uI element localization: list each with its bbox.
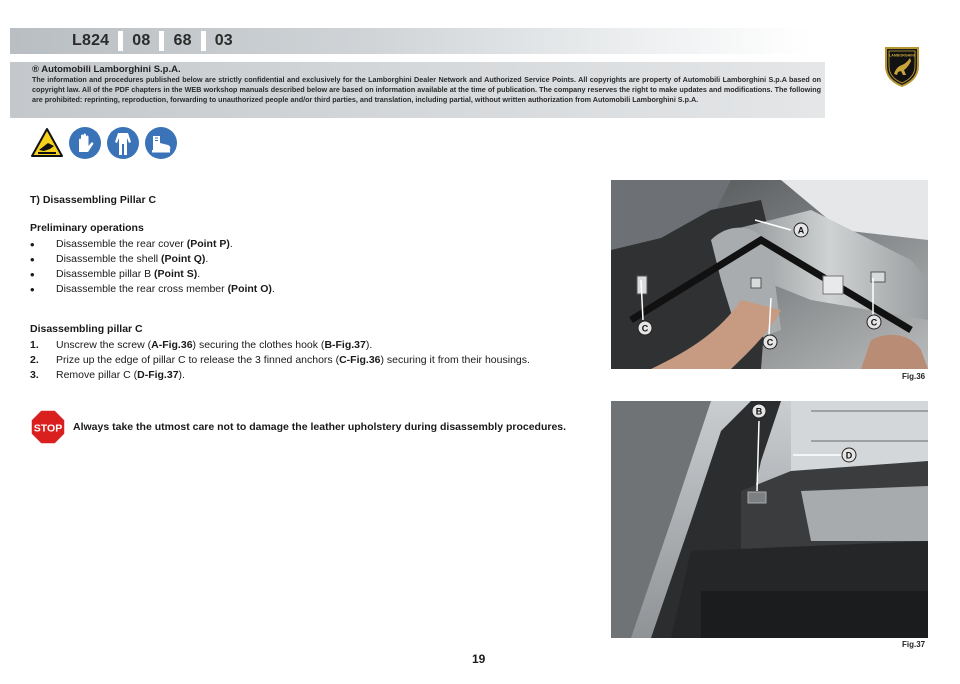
safety-shoes-icon: [144, 126, 178, 160]
code-segment: 08: [132, 32, 151, 49]
code-segment: L824: [72, 32, 110, 49]
svg-text:A: A: [797, 225, 805, 236]
step-item: [30, 338, 600, 353]
preliminary-title: Preliminary operations: [30, 222, 144, 234]
code-segment: 03: [214, 32, 233, 49]
step-text: Prize up the edge of pillar C to release the 3 finned anchors (C-Fig.36) securing it from their housings.: [56, 354, 530, 366]
figure-36-photo: [611, 180, 928, 369]
list-item: [30, 267, 600, 282]
svg-text:C: C: [641, 323, 649, 334]
list-item: [30, 237, 600, 252]
copyright-title: ® Automobili Lamborghini S.p.A.: [32, 64, 181, 75]
disassembling-title: Disassembling pillar C: [30, 323, 143, 335]
stop-sign-icon: [30, 409, 66, 445]
stop-warning: [30, 409, 566, 445]
code-separator: [118, 31, 123, 51]
step-item: [30, 353, 600, 368]
callout-label: [867, 315, 881, 329]
code-separator: [201, 31, 206, 51]
stop-sign-text: STOP: [33, 422, 63, 435]
callout-label: [752, 404, 766, 418]
list-item-text: Disassemble the shell (Point Q).: [56, 253, 209, 265]
step-item: [30, 368, 600, 383]
figure-37-photo: [611, 401, 928, 638]
svg-text:D: D: [845, 450, 853, 461]
callout-label: [638, 321, 652, 335]
code-separator: [159, 31, 164, 51]
bullet: •: [30, 237, 35, 252]
bullet: •: [30, 252, 35, 267]
bullet: •: [30, 282, 35, 297]
svg-text:C: C: [870, 317, 878, 328]
list-item-text: Disassemble the rear cover (Point P).: [56, 238, 233, 250]
safety-icons: [30, 126, 178, 160]
svg-text:B: B: [755, 406, 763, 417]
list-item-text: Disassemble the rear cross member (Point O).: [56, 283, 275, 295]
copyright-notice: [10, 62, 825, 118]
step-number: 2.: [30, 354, 39, 366]
callout-label: [842, 448, 856, 462]
section-title: T) Disassembling Pillar C: [30, 194, 157, 206]
step-number: 3.: [30, 369, 39, 381]
bullet: •: [30, 267, 35, 282]
lamborghini-logo: [880, 44, 924, 88]
code-segment: 68: [173, 32, 192, 49]
callout-label: [794, 223, 808, 237]
overalls-icon: [106, 126, 140, 160]
step-text: Remove pillar C (D-Fig.37).: [56, 369, 185, 381]
document-code: [72, 31, 233, 51]
figure-36-caption: Fig.36: [902, 372, 926, 381]
step-number: 1.: [30, 339, 39, 351]
list-item: [30, 252, 600, 267]
copyright-text: The information and procedures published below are strictly confidential and exclusively for the Lamborghini Dealer Network and Authorized Service Points. All copyrights are property of Automobili Lamborghini S.p.A based on copyright law. All of the PDF chapters in the WEB workshop manuals described below are based on information available at the time of publication. The company reserves the right to make updates and modifications. The following are prohibited: reprinting, reproduction, forwarding to unauthorized people and/or third parties, and translation, including partial, without written authorization from Automobili Lamborghini S.p.A.: [32, 75, 821, 104]
svg-text:C: C: [766, 337, 774, 348]
step-text: Unscrew the screw (A-Fig.36) securing the clothes hook (B-Fig.37).: [56, 339, 373, 351]
logo-text: LAMBORGHINI: [889, 53, 915, 58]
callout-label: [763, 335, 777, 349]
list-item: [30, 282, 600, 297]
page-number: 19: [472, 652, 486, 666]
warning-text: Always take the utmost care not to damage the leather upholstery during disassembly procedures.: [73, 421, 567, 433]
gloves-icon: [68, 126, 102, 160]
figure-37-caption: Fig.37: [902, 640, 926, 649]
procedure-content: [30, 194, 600, 383]
list-item-text: Disassemble pillar B (Point S).: [56, 268, 201, 280]
warning-crush-icon: [30, 126, 64, 160]
